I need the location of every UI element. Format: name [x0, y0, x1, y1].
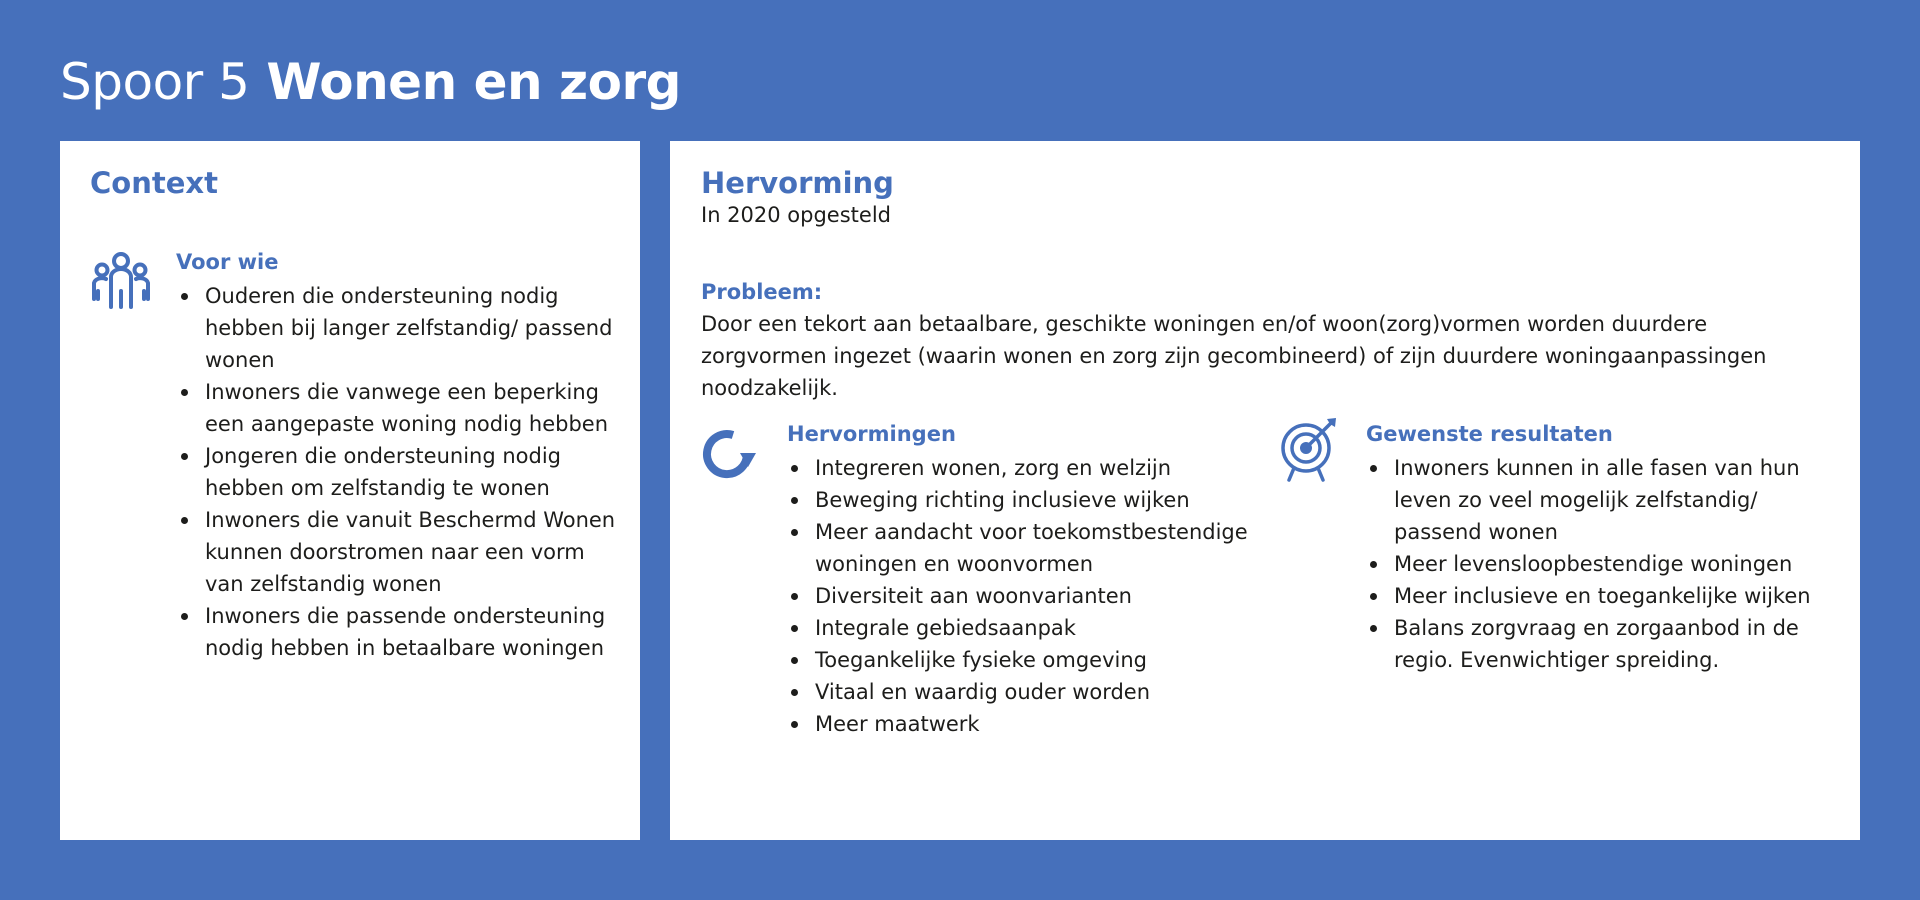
hervormingen-list: [787, 452, 1275, 740]
list-item: Vitaal en waardig ouder worden: [815, 676, 1275, 708]
list-item: Inwoners die vanwege een beperking een aangepaste woning nodig hebben: [205, 376, 625, 440]
page-title-main: Wonen en zorg: [266, 53, 681, 111]
list-item: Inwoners kunnen in alle fasen van hun leven zo veel mogelijk zelfstandig/ passend wonen: [1394, 452, 1849, 548]
resultaten-list: [1366, 452, 1849, 676]
target-icon: [1278, 417, 1340, 483]
list-item: Integreren wonen, zorg en welzijn: [815, 452, 1275, 484]
list-item: Toegankelijke fysieke omgeving: [815, 644, 1275, 676]
list-item: Inwoners die vanuit Beschermd Wonen kunnen doorstromen naar een vorm van zelfstandig wonen: [205, 504, 625, 600]
list-item: Meer levensloopbestendige woningen: [1394, 548, 1849, 580]
probleem-text: Door een tekort aan betaalbare, geschikte woningen en/of woon(zorg)vormen worden duurdere zorgvormen ingezet (waarin wonen en zorg zijn gecombineerd) of zijn duurdere woningaanpassingen noodzakelijk.: [701, 312, 1767, 400]
page-title: [60, 50, 681, 114]
list-item: Balans zorgvraag en zorgaanbod in de regio. Evenwichtiger spreiding.: [1394, 612, 1849, 676]
hervorming-heading: Hervorming: [701, 166, 894, 200]
list-item: Meer inclusieve en toegankelijke wijken: [1394, 580, 1849, 612]
hervormingen-heading: Hervormingen: [787, 422, 956, 446]
list-item: Ouderen die ondersteuning nodig hebben bij langer zelfstandig/ passend wonen: [205, 280, 625, 376]
voor-wie-heading: Voor wie: [176, 250, 279, 274]
people-group-icon: [88, 251, 154, 317]
context-card: [60, 141, 640, 840]
resultaten-heading: Gewenste resultaten: [1366, 422, 1613, 446]
list-item: Diversiteit aan woonvarianten: [815, 580, 1275, 612]
page-title-prefix: Spoor 5: [60, 53, 250, 111]
probleem-label: Probleem:: [701, 280, 823, 304]
refresh-arrow-icon: [700, 425, 758, 483]
hervorming-card: [670, 141, 1860, 840]
list-item: Inwoners die passende ondersteuning nodig hebben in betaalbare woningen: [205, 600, 625, 664]
list-item: Beweging richting inclusieve wijken: [815, 484, 1275, 516]
hervorming-subtitle: In 2020 opgesteld: [701, 203, 891, 227]
voor-wie-list: [177, 280, 625, 664]
list-item: Integrale gebiedsaanpak: [815, 612, 1275, 644]
list-item: Jongeren die ondersteuning nodig hebben om zelfstandig te wonen: [205, 440, 625, 504]
list-item: Meer maatwerk: [815, 708, 1275, 740]
context-heading: Context: [90, 166, 218, 200]
list-item: Meer aandacht voor toekomstbestendige woningen en woonvormen: [815, 516, 1275, 580]
